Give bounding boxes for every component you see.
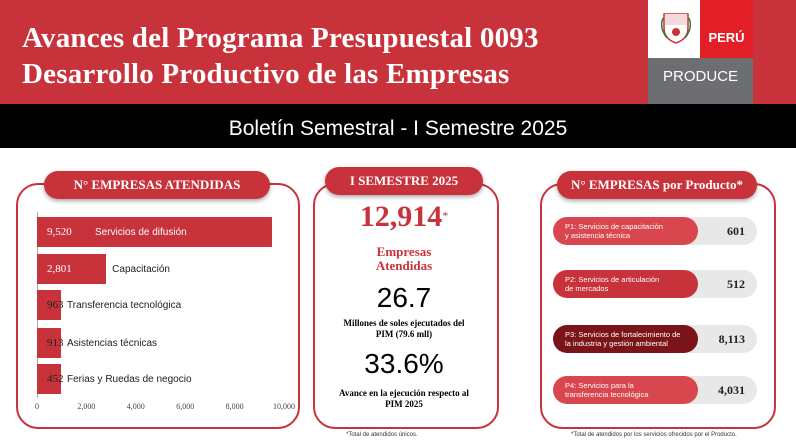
budget-label-line2: PIM (79.6 mll) — [375, 329, 433, 339]
bar-value-label: 963 — [47, 299, 64, 311]
product-row-p1 — [553, 217, 757, 245]
product-label-p1: P1: Servicios de capacitación y asistencia técnica — [553, 217, 698, 245]
bar-category-label: Asistencias técnicas — [67, 338, 158, 349]
product-label-p3: P3: Servicios de fortalecimiento de la industria y gestión ambiental — [553, 325, 698, 353]
x-tick-label: 4,000 — [126, 402, 145, 411]
header-banner — [0, 0, 796, 104]
logo-country: PERÚ — [708, 30, 745, 45]
bar-value-label: 913 — [47, 337, 64, 349]
right-footnote: *Total de atendidos por los servicios ofrecidos por el Producto. — [571, 432, 737, 438]
bar-category-label: Transferencia tecnológica — [67, 300, 182, 311]
coat-of-arms-icon — [661, 8, 691, 44]
bar-value-label: 2,801 — [47, 263, 72, 275]
product-value-p2: 512 — [727, 277, 745, 291]
bar-category-label: Servicios de difusión — [95, 227, 187, 238]
subtitle-bar: Boletín Semestral - I Semestre 2025 — [0, 104, 796, 148]
product-label-p2: P2: Servicios de articulación de mercados — [553, 270, 698, 298]
product-row-p2 — [553, 270, 757, 298]
product-row-p3 — [553, 325, 757, 353]
x-tick-label: 6,000 — [176, 402, 195, 411]
page-title-line2: Desarrollo Productivo de las Empresas — [22, 58, 510, 90]
x-tick-label: 10,000 — [273, 402, 295, 411]
semester-heading: I SEMESTRE 2025 — [325, 167, 483, 195]
product-row-p4 — [553, 376, 757, 404]
bar-category-label: Capacitación — [112, 264, 170, 275]
bar-category-label: Ferias y Ruedas de negocio — [67, 374, 192, 385]
progress-label-line2: PIM 2025 — [385, 399, 423, 409]
total-companies-label-line1: Empresas — [376, 244, 432, 259]
budget-label-line1: Millones de soles ejecutados del — [343, 318, 465, 328]
middle-footnote: *Total de atendidos únicos. — [346, 432, 418, 438]
x-tick-label: 2,000 — [77, 402, 96, 411]
logo-ministry: PRODUCE — [648, 58, 753, 104]
product-label-p4: P4: Servicios para la transferencia tecnológica — [553, 376, 698, 404]
product-value-p3: 8,113 — [718, 332, 745, 346]
bar-value-label: 452 — [47, 373, 64, 385]
page-title-line1: Avances del Programa Presupuestal 0093 — [22, 22, 539, 54]
bar-value-label: 9,520 — [47, 226, 72, 238]
products-heading: N° EMPRESAS por Producto* — [557, 171, 757, 199]
x-tick-label: 0 — [35, 402, 39, 411]
progress-label-line1: Avance en la ejecución respecto al — [339, 388, 469, 398]
budget-executed-value: 26.7 — [376, 282, 432, 313]
total-companies-label-line2: Atendidas — [375, 258, 433, 273]
x-tick-label: 8,000 — [225, 402, 244, 411]
companies-attended-heading: N° EMPRESAS ATENDIDAS — [44, 171, 270, 199]
total-footnote-mark: * — [442, 208, 449, 223]
produce-logo — [648, 0, 753, 104]
total-companies-value: 12,914 — [359, 200, 443, 233]
product-value-p1: 601 — [727, 224, 745, 238]
progress-value: 33.6% — [364, 348, 444, 379]
product-value-p4: 4,031 — [718, 383, 745, 397]
